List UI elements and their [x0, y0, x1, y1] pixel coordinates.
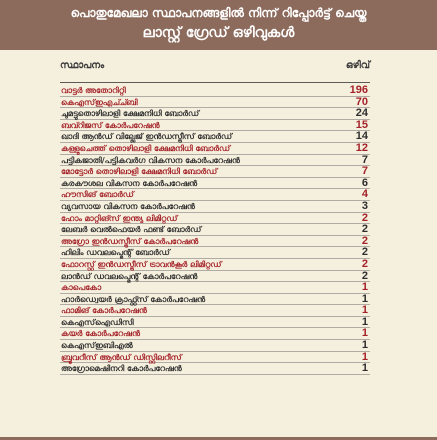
header-banner	[0, 0, 437, 50]
table-row	[60, 328, 370, 340]
institution-name: ബവ്റിജസ് കോർപറേഷൻ	[61, 120, 160, 130]
vacancy-count: 196	[349, 84, 368, 96]
institution-name: കെഎസ്ഇഎച്ച്ബി	[61, 97, 138, 107]
institution-name: ഫോറസ്റ്റ് ഇൻഡസ്ട്രീസ് ട്രാവൻകൂർ ലിമിറ്റഡ്	[61, 259, 222, 269]
institution-name: ഹിലിം ഡവലപ്മെന്റ് ബോർഡ്	[61, 248, 170, 258]
institution-name: ഫാമിങ് കോർപറേഷൻ	[61, 306, 147, 316]
vacancy-table	[60, 85, 370, 375]
institution-name: മോട്ടോർ തൊഴിലാളി ക്ഷേമനിധി ബോർഡ്	[61, 167, 218, 177]
table-row	[60, 247, 370, 259]
vacancy-count: 1	[361, 339, 368, 352]
vacancy-count: 12	[355, 141, 368, 154]
institution-name: കള്ളുചെത്ത് തൊഴിലാളി ക്ഷേമനിധി ബോർഡ്	[61, 143, 231, 153]
vacancy-count: 1	[361, 304, 368, 317]
table-row	[60, 189, 370, 201]
table-row	[60, 317, 370, 329]
header-title-line2: ലാസ്റ്റ് ഗ്രേഡ് ഒഴിവുകൾ	[142, 25, 295, 41]
table-row	[60, 271, 370, 283]
institution-name: ഖാദി ആൻഡ് വില്ലേജ് ഇൻഡസ്ട്രീസ് ബോർഡ്	[61, 132, 233, 142]
institution-name: വ്യവസായ വികസന കോർപറേഷൻ	[61, 201, 195, 211]
institution-name: ബ്രൂവറീസ് ആൻഡ് ഡിസ്റ്റിലറീസ്	[61, 352, 182, 362]
vacancy-count: 2	[361, 269, 368, 282]
institution-name: വാട്ടർ അതോറിറ്റി	[61, 86, 126, 95]
header-title-line1: പൊതുമേഖലാ സ്ഥാപനങ്ങളിൽ നിന്ന് റിപ്പോർട്ട് ചെയ്ത	[70, 6, 367, 20]
vacancy-count: 70	[355, 95, 368, 108]
column-header-count: ഒഴിവ്	[345, 60, 370, 71]
vacancy-count: 7	[361, 153, 368, 166]
table-row	[60, 97, 370, 109]
vacancy-count: 3	[361, 199, 368, 212]
institution-name: ഹാർഡ്വെയർ ക്രാഫ്റ്റ്സ് കോർപറേഷൻ	[61, 294, 206, 304]
vacancy-count: 7	[361, 165, 368, 178]
institution-name: കെഎസ്ഇബിഎൽ	[61, 341, 133, 351]
table-row	[60, 201, 370, 213]
table-row	[60, 166, 370, 178]
vacancy-count: 4	[361, 188, 368, 201]
institution-name: കെഎസ്ഐഡിസി	[61, 317, 134, 327]
institution-name: അഗ്രോ ഇൻഡസ്ട്രീസ് കോർപറേഷൻ	[61, 236, 199, 246]
vacancy-count: 2	[361, 246, 368, 259]
header-divider	[60, 82, 370, 83]
institution-name: പട്ടികജാതി/പട്ടികവർഗ വികസന കോർപറേഷൻ	[61, 155, 240, 165]
table-row	[60, 224, 370, 236]
table-row	[60, 305, 370, 317]
institution-name: അഗ്രോമെഷിനറി കോർപറേഷൻ	[61, 364, 182, 374]
institution-name: ചുമട്ടുതൊഴിലാളി ക്ഷേമനിധി ബോർഡ്	[61, 109, 200, 119]
vacancy-count: 2	[361, 257, 368, 270]
table-row	[60, 352, 370, 364]
vacancy-count: 2	[361, 234, 368, 247]
table-row	[60, 340, 370, 352]
table-row	[60, 108, 370, 120]
vacancy-count: 24	[355, 107, 368, 120]
vacancy-count: 15	[355, 118, 368, 131]
vacancy-count: 2	[361, 223, 368, 236]
table-row	[60, 236, 370, 248]
vacancy-count: 1	[361, 315, 368, 328]
vacancy-count: 2	[361, 211, 368, 224]
institution-name: കയർ കോർപറേഷൻ	[61, 329, 140, 339]
column-header-name: സ്ഥാപനം	[60, 60, 105, 71]
vacancy-count: 1	[361, 327, 368, 340]
vacancy-count: 6	[361, 176, 368, 189]
table-row	[60, 85, 370, 97]
institution-name: ലാൻഡ് ഡവലപ്മെന്റ് കോർപറേഷൻ	[61, 271, 198, 281]
table-row	[60, 155, 370, 167]
institution-name: ലേബർ വെൽഫെയർ ഫണ്ട് ബോർഡ്	[61, 225, 202, 235]
table-row	[60, 178, 370, 190]
table-row	[60, 143, 370, 155]
table-row	[60, 294, 370, 306]
table-row	[60, 259, 370, 271]
table-row	[60, 282, 370, 294]
vacancy-count: 1	[361, 292, 368, 305]
institution-name: കരകൗശല വികസന കോർപറേഷൻ	[61, 178, 198, 188]
table-row	[60, 131, 370, 143]
vacancy-count: 1	[361, 350, 368, 363]
institution-name: കാപെകോ	[61, 283, 102, 293]
table-row	[60, 120, 370, 132]
table-row	[60, 363, 370, 375]
table-row	[60, 213, 370, 225]
vacancy-count: 14	[355, 130, 368, 143]
institution-name: ഹോം മാറ്റിങ്സ് ഇന്ത്യ ലിമിറ്റഡ്	[61, 213, 178, 223]
table-header	[60, 60, 370, 76]
vacancy-count: 1	[361, 362, 368, 375]
vacancy-count: 1	[361, 281, 368, 294]
institution-name: ഹൗസിങ് ബോർഡ്	[61, 190, 134, 200]
